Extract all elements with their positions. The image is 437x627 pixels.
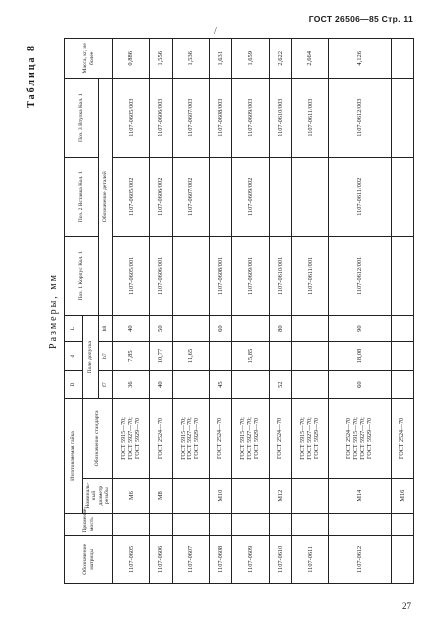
applicability-cell xyxy=(292,513,329,535)
table-row xyxy=(172,39,209,584)
applicability-cell xyxy=(210,513,232,535)
nominal-diam-cell xyxy=(292,478,329,513)
applicability-cell xyxy=(172,513,209,535)
d-cell xyxy=(391,342,413,371)
pos3-cell: 1107-0609/003 xyxy=(232,78,269,157)
std-line: ГОСТ 5915—70; xyxy=(120,417,127,460)
L-cell: 40 xyxy=(113,315,150,341)
std-line: ГОСТ 2524—70 xyxy=(157,418,164,459)
pos2-cell xyxy=(391,157,413,236)
L-cell xyxy=(292,315,329,341)
table-body xyxy=(113,39,414,584)
mass-cell xyxy=(391,39,413,79)
applicability-cell xyxy=(269,513,291,535)
col-d-header: d xyxy=(65,342,83,371)
nominal-diam-cell xyxy=(172,478,209,513)
nut-std-cell xyxy=(210,399,232,478)
mass-cell: 2,664 xyxy=(292,39,329,79)
d-cell: 11,65 xyxy=(172,342,209,371)
L-cell xyxy=(172,315,209,341)
std-line: ГОСТ 5927—70; xyxy=(247,417,254,460)
table-row xyxy=(232,39,269,584)
std-line: ГОСТ 5929—70 xyxy=(253,418,260,459)
pos2-cell xyxy=(269,157,291,236)
pos1-cell: 1107-0606/001 xyxy=(150,236,172,315)
table-row xyxy=(292,39,329,584)
col-applicability-header: Применяе-мость xyxy=(65,513,113,535)
L-cell xyxy=(391,315,413,341)
pos3-cell: 1107-0608/003 xyxy=(210,78,232,157)
pos1-cell: 1107-0610/001 xyxy=(269,236,291,315)
nut-std-cell xyxy=(391,399,413,478)
pos2-cell xyxy=(292,157,329,236)
nominal-diam-cell: М16 xyxy=(391,478,413,513)
std-line: ГОСТ 5929—70 xyxy=(134,418,141,459)
D-cell xyxy=(232,370,269,399)
pos3-cell: 1107-0611/003 xyxy=(292,78,329,157)
nut-std-cell xyxy=(232,399,269,478)
nut-std-cell xyxy=(292,399,329,478)
table-row xyxy=(210,39,232,584)
D-cell: 40 xyxy=(150,370,172,399)
pos3-cell: 1107-0605/003 xyxy=(113,78,150,157)
nominal-diam-cell: М8 xyxy=(150,478,172,513)
matrix-cell: 1107-0608 xyxy=(210,535,232,583)
d-cell: 18,08 xyxy=(329,342,391,371)
applicability-cell xyxy=(113,513,150,535)
L-cell xyxy=(232,315,269,341)
d-cell xyxy=(292,342,329,371)
nut-std-cell xyxy=(113,399,150,478)
pos1-cell: 1107-0612/001 xyxy=(329,236,391,315)
mass-cell: 1,536 xyxy=(172,39,209,79)
nominal-diam-cell: М6 xyxy=(113,478,150,513)
matrix-cell: 1107-0606 xyxy=(150,535,172,583)
col-pos3-header: Поз. 3 Втулка Кол. 1 xyxy=(65,78,99,157)
tol-L: h8 xyxy=(99,315,113,341)
D-cell: 60 xyxy=(329,370,391,399)
pos1-cell: 1107-0608/001 xyxy=(210,236,232,315)
pos3-cell: 1107-0606/003 xyxy=(150,78,172,157)
applicability-cell xyxy=(329,513,391,535)
d-cell xyxy=(210,342,232,371)
col-matrix-header: Обозначение матрицы xyxy=(65,535,113,583)
col-nut-header: Изготовляемая гайка xyxy=(65,399,83,513)
d-cell xyxy=(269,342,291,371)
tolerance-field-header: Поле допуска xyxy=(83,315,99,398)
std-line: ГОСТ 5927—70; xyxy=(306,417,313,460)
D-cell: 45 xyxy=(210,370,232,399)
mass-cell: 2,622 xyxy=(269,39,291,79)
pos2-cell: 1107-0607/002 xyxy=(172,157,209,236)
nominal-diam-cell: М12 xyxy=(269,478,291,513)
col-D-header: D xyxy=(65,370,83,399)
margin-mark: / xyxy=(214,26,217,37)
L-cell: 80 xyxy=(269,315,291,341)
applicability-cell xyxy=(150,513,172,535)
std-line: ГОСТ 5915—70; xyxy=(240,417,247,460)
std-line: ГОСТ 2524—70 xyxy=(217,418,224,459)
table-row xyxy=(391,39,413,584)
pos2-cell: 1107-0605/002 xyxy=(113,157,150,236)
d-cell: 7,85 xyxy=(113,342,150,371)
std-line: ГОСТ 5915—70; xyxy=(353,417,360,460)
sizes-caption: Размеры, мм xyxy=(48,273,59,349)
std-line: ГОСТ 5929—70 xyxy=(194,418,201,459)
pos1-cell: 1107-0605/001 xyxy=(113,236,150,315)
std-line: ГОСТ 5915—70; xyxy=(180,417,187,460)
pos2-cell: 1107-0611/002 xyxy=(329,157,391,236)
col-pos1-header: Поз. 1 Корпус Кол. 1 xyxy=(65,236,99,315)
nominal-diam-cell: М14 xyxy=(329,478,391,513)
L-cell: 60 xyxy=(210,315,232,341)
D-cell xyxy=(391,370,413,399)
table-row xyxy=(329,39,391,584)
mass-cell: 1,659 xyxy=(232,39,269,79)
col-nut-std-header: Обозначение стандарта xyxy=(83,399,113,478)
mass-cell: 4,126 xyxy=(329,39,391,79)
d-cell: 15,85 xyxy=(232,342,269,371)
D-cell xyxy=(172,370,209,399)
matrix-cell: 1107-0611 xyxy=(292,535,329,583)
nominal-diam-cell xyxy=(232,478,269,513)
matrix-cell: 1107-0605 xyxy=(113,535,150,583)
applicability-cell xyxy=(391,513,413,535)
mass-cell: 1,631 xyxy=(210,39,232,79)
col-nominal-diam-header: Номиналь-ный диаметр резьбы xyxy=(83,478,113,513)
table-row xyxy=(269,39,291,584)
pos3-cell: 1107-0612/003 xyxy=(329,78,391,157)
matrix-cell: 1107-0610 xyxy=(269,535,291,583)
pos2-cell: 1107-0609/002 xyxy=(232,157,269,236)
nut-std-cell xyxy=(269,399,291,478)
applicability-cell xyxy=(232,513,269,535)
std-line: ГОСТ 5927—70; xyxy=(127,417,134,460)
d-cell: 10,77 xyxy=(150,342,172,371)
col-pos2-header: Поз. 2 Вставка Кол. 1 xyxy=(65,157,99,236)
table-row xyxy=(150,39,172,584)
tol-D: f7 xyxy=(99,370,113,399)
col-L-header: L xyxy=(65,315,83,341)
matrix-cell: 1107-0607 xyxy=(172,535,209,583)
pos2-cell: 1107-0606/002 xyxy=(150,157,172,236)
std-line: ГОСТ 5927—70; xyxy=(359,417,366,460)
col-mass-header: Масса, кг, не более xyxy=(65,39,113,79)
pos1-cell xyxy=(391,236,413,315)
matrix-cell: 1107-0612 xyxy=(329,535,391,583)
mass-cell: 0,886 xyxy=(113,39,150,79)
pos2-cell xyxy=(210,157,232,236)
matrix-cell: 1107-0609 xyxy=(232,535,269,583)
std-line: ГОСТ 5927—70; xyxy=(187,417,194,460)
pos1-cell: 1107-0611/001 xyxy=(292,236,329,315)
nut-std-cell xyxy=(150,399,172,478)
std-line: ГОСТ 5929—70 xyxy=(313,418,320,459)
pos3-cell: 1107-0610/003 xyxy=(269,78,291,157)
std-line: ГОСТ 5929—70 xyxy=(366,418,373,459)
L-cell: 90 xyxy=(329,315,391,341)
parts-designation-header: Обозначение деталей xyxy=(99,78,113,315)
dimensions-table xyxy=(64,38,414,584)
matrix-cell xyxy=(391,535,413,583)
table-row xyxy=(113,39,150,584)
page-number: 27 xyxy=(402,601,411,611)
pos1-cell: 1107-0609/001 xyxy=(232,236,269,315)
tol-d: h7 xyxy=(99,342,113,371)
pos1-cell xyxy=(172,236,209,315)
rotated-table-block xyxy=(26,38,416,584)
D-cell: 52 xyxy=(269,370,291,399)
std-line: ГОСТ 2524—70 xyxy=(346,418,353,459)
pos3-cell: 1107-0607/003 xyxy=(172,78,209,157)
D-cell xyxy=(292,370,329,399)
nominal-diam-cell: М10 xyxy=(210,478,232,513)
table-caption: Таблица 8 xyxy=(26,44,37,108)
pos3-cell xyxy=(391,78,413,157)
L-cell: 50 xyxy=(150,315,172,341)
nut-std-cell xyxy=(172,399,209,478)
nut-std-cell xyxy=(329,399,391,478)
std-line: ГОСТ 5915—70; xyxy=(299,417,306,460)
std-line: ГОСТ 2524—70 xyxy=(276,418,283,459)
std-line: ГОСТ 2524—70 xyxy=(398,418,405,459)
mass-cell: 1,556 xyxy=(150,39,172,79)
D-cell: 36 xyxy=(113,370,150,399)
page-header: ГОСТ 26506—85 Стр. 11 xyxy=(308,14,413,24)
